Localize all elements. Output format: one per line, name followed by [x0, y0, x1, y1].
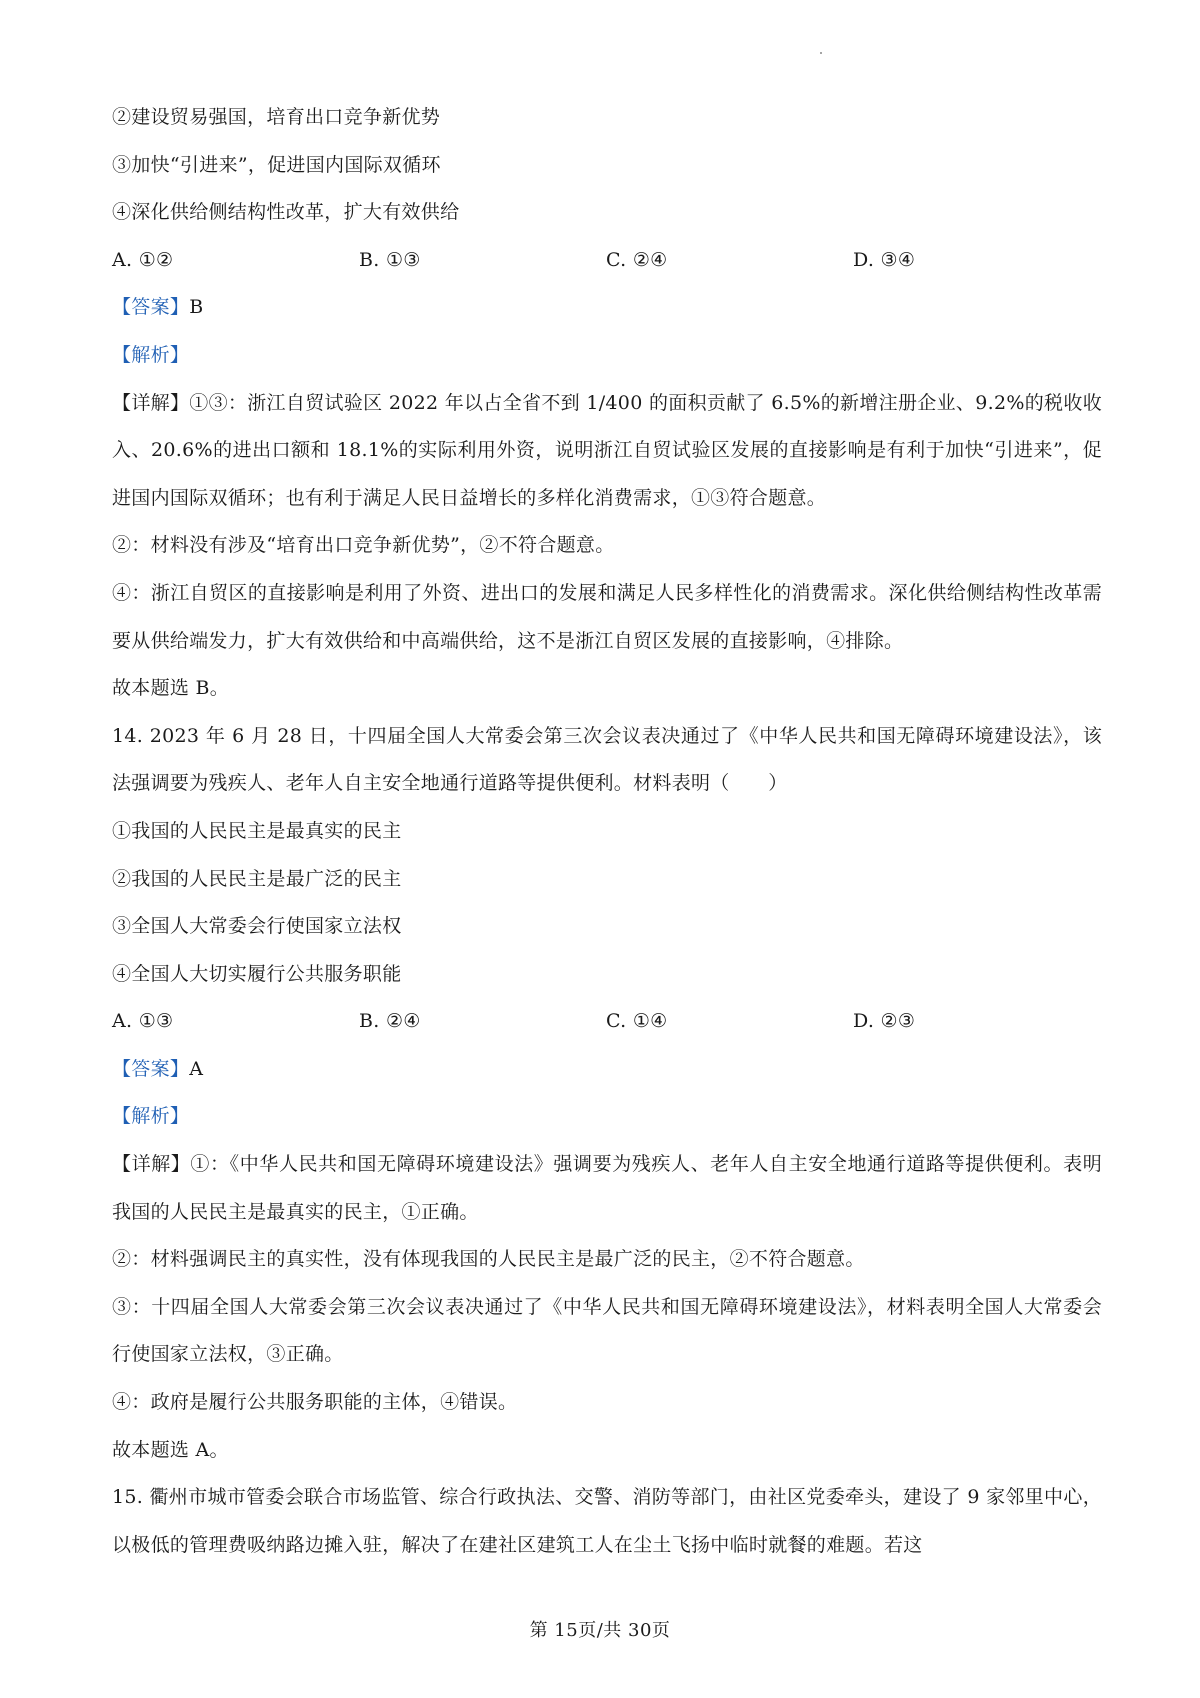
answer-tag: 【答案】	[112, 296, 190, 319]
q14-stem: 14. 2023 年 6 月 28 日，十四届全国人大常委会第三次会议表决通过了《中华人民共和国无障碍环境建设法》，该法强调要为残疾人、老年人自主安全地通行道路等提供便利。材料表明（ ）	[112, 724, 1102, 795]
q13-options	[112, 237, 1102, 285]
q14-explain-4: ④：政府是履行公共服务职能的主体，④错误。	[112, 1391, 518, 1414]
q13-explain-2: ②：材料没有涉及“培育出口竞争新优势”，②不符合题意。	[112, 534, 615, 557]
q14-explain-2: ②：材料强调民主的真实性，没有体现我国的人民民主是最广泛的民主，②不符合题意。	[112, 1248, 865, 1271]
answer-value: A	[189, 1057, 204, 1080]
scan-dot	[820, 52, 822, 54]
detail-tag: 【详解】	[112, 1153, 191, 1176]
document-page	[112, 94, 1102, 1569]
q14-explain-3: ③：十四届全国人大常委会第三次会议表决通过了《中华人民共和国无障碍环境建设法》，材料表明全国人大常委会行使国家立法权，③正确。	[112, 1295, 1102, 1366]
detail-tag: 【详解】	[112, 391, 190, 414]
q13-option-b: B. ①③	[359, 248, 421, 271]
q14-item-1: ①我国的人民民主是最真实的民主	[112, 819, 402, 842]
q13-option-c: C. ②④	[606, 248, 668, 271]
q13-detail	[112, 380, 1102, 523]
q13-explain-4: ④：浙江自贸区的直接影响是利用了外资、进出口的发展和满足人民多样性化的消费需求。深化供给侧结构性改革需要从供给端发力，扩大有效供给和中高端供给，这不是浙江自贸区发展的直接影响，④排除。	[112, 581, 1102, 652]
q14-item-3: ③全国人大常委会行使国家立法权	[112, 915, 402, 938]
q13-analysis	[112, 332, 1102, 380]
detail-text: ①：《中华人民共和国无障碍环境建设法》强调要为残疾人、老年人自主安全地通行道路等提供便利。表明我国的人民民主是最真实的民主，①正确。	[112, 1153, 1102, 1223]
q13-option-a: A. ①②	[112, 248, 174, 271]
q13-item-4: ④深化供给侧结构性改革，扩大有效供给	[112, 201, 460, 224]
q13-option-d: D. ③④	[853, 248, 916, 271]
answer-value: B	[189, 296, 204, 319]
q13-conclusion: 故本题选 B。	[112, 677, 230, 700]
q14-option-d: D. ②③	[853, 1010, 916, 1033]
q14-item-4: ④全国人大切实履行公共服务职能	[112, 962, 402, 985]
q14-option-b: B. ②④	[359, 1010, 421, 1033]
analysis-tag: 【解析】	[112, 343, 190, 366]
q14-answer	[112, 1046, 1102, 1094]
q14-detail	[112, 1141, 1102, 1236]
q14-option-a: A. ①③	[112, 1010, 174, 1033]
analysis-tag: 【解析】	[112, 1105, 190, 1128]
q14-analysis	[112, 1093, 1102, 1141]
q15-stem: 15. 衢州市城市管委会联合市场监管、综合行政执法、交警、消防等部门，由社区党委牵头，建设了 9 家邻里中心，以极低的管理费吸纳路边摊入驻，解决了在建社区建筑工人在尘土飞扬中临时就餐的难题。若这	[112, 1486, 1102, 1556]
q14-option-c: C. ①④	[606, 1010, 668, 1033]
q14-conclusion: 故本题选 A。	[112, 1438, 229, 1461]
page-footer: 第 15页/共 30页	[529, 1620, 671, 1641]
q14-item-2: ②我国的人民民主是最广泛的民主	[112, 867, 402, 890]
q13-item-2: ②建设贸易强国，培育出口竞争新优势	[112, 106, 441, 128]
q13-item-3: ③加快“引进来”，促进国内国际双循环	[112, 153, 441, 176]
detail-text: ①③：浙江自贸试验区 2022 年以占全省不到 1/400 的面积贡献了 6.5%的新增注册企业、9.2%的税收收入、20.6%的进出口额和 18.1%的实际利用外资，说明浙江自贸试验区发展的直接影响是有利于加快“引进来”，促进国内国际双循环；也有利于满足人民日益增长的多样化消费需求，①③符合题意。	[112, 391, 1102, 509]
answer-tag: 【答案】	[112, 1057, 190, 1080]
q14-options	[112, 998, 1102, 1046]
q13-answer	[112, 284, 1102, 332]
